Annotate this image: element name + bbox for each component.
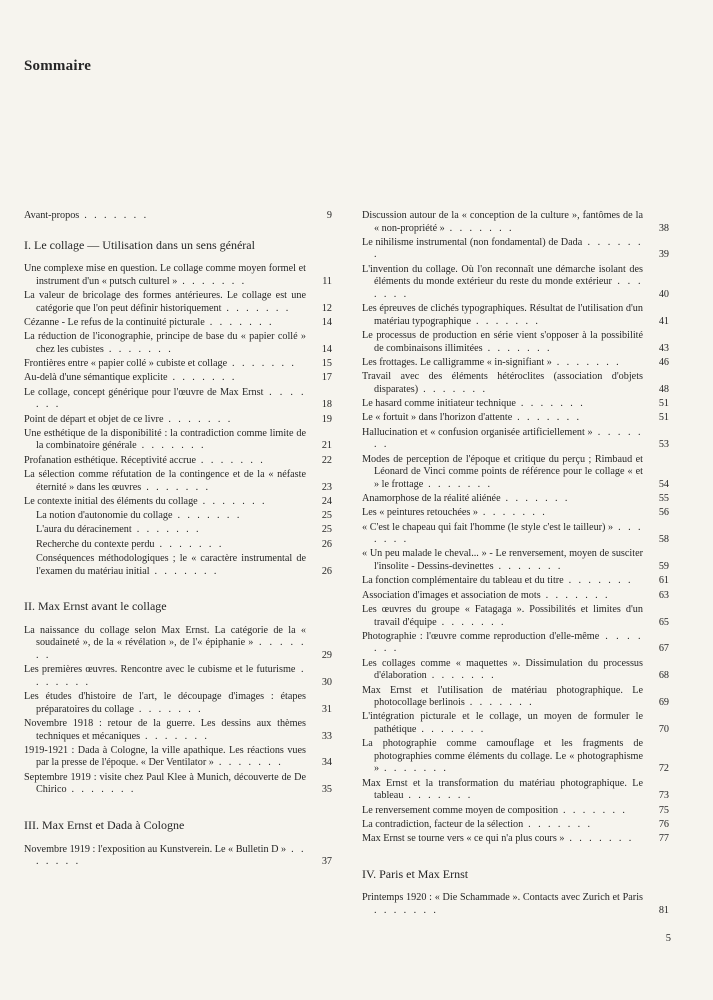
toc-entry-text: Les « peintures retouchées » . . . . . . . bbox=[362, 507, 548, 519]
toc-entry-page: 70 bbox=[658, 724, 669, 735]
toc-entry bbox=[24, 496, 332, 509]
dot-leader: . . . . . . . bbox=[36, 843, 307, 868]
dot-leader: . . . . . . . bbox=[426, 670, 497, 682]
dot-leader: . . . . . . . bbox=[464, 697, 535, 709]
toc-entry-page: 14 bbox=[321, 316, 332, 328]
dot-leader: . . . . . . . bbox=[177, 275, 247, 287]
toc-entry-text: Conséquences méthodologiques ; le « caractère instrumental de l'examen du matériau initial . . . . . . . bbox=[36, 552, 306, 577]
toc-entry bbox=[24, 510, 332, 523]
toc-entry-text: La contradiction, facteur de la sélection . . . . . . . bbox=[362, 818, 593, 830]
toc-entry-text: Une esthétique de la disponibilité : la contradiction comme limite de la combinatoire générale . . . . . . . bbox=[24, 427, 306, 452]
toc-entry-page: 77 bbox=[658, 833, 669, 845]
toc-entry-page: 61 bbox=[658, 575, 669, 587]
dot-leader: . . . . . . . bbox=[493, 561, 563, 573]
toc-entry-text: Le contexte initial des éléments du collage . . . . . . . bbox=[24, 495, 267, 507]
toc-entry bbox=[24, 539, 332, 552]
toc-entry bbox=[24, 428, 332, 453]
toc-entry bbox=[24, 745, 332, 770]
toc-entry bbox=[24, 331, 332, 356]
page-number: 5 bbox=[665, 933, 671, 944]
toc-entry-page: 24 bbox=[321, 495, 332, 507]
toc-entry-text: Max Ernst se tourne vers « ce qui n'a plus cours » . . . . . . . bbox=[362, 833, 634, 845]
toc-entry-page: 25 bbox=[321, 524, 332, 536]
toc-entry bbox=[362, 210, 669, 235]
toc-entry-page: 19 bbox=[321, 413, 332, 425]
dot-leader: . . . . . . . bbox=[482, 342, 552, 354]
dot-leader: . . . . . . . bbox=[213, 757, 284, 769]
toc-entry-text: Les études d'histoire de l'art, le découpage d'images : étapes préparatoires du collage . . . . . . . bbox=[24, 691, 306, 715]
toc-entry bbox=[24, 469, 332, 494]
toc-entry-page: 23 bbox=[321, 481, 332, 493]
toc-entry-page: 81 bbox=[658, 904, 669, 916]
toc-entry-page: 75 bbox=[658, 804, 669, 816]
toc-entry-text: Avant-propos . . . . . . . bbox=[24, 210, 149, 221]
toc-entry-text: Les premières œuvres. Rencontre avec le cubisme et le futurisme . . . . . . . bbox=[24, 664, 306, 688]
toc-entry bbox=[362, 604, 669, 629]
toc-entry bbox=[24, 290, 332, 315]
toc-entry-text: Le collage, concept générique pour l'œuvre de Max Ernst . . . . . . . bbox=[24, 386, 306, 411]
toc-entry bbox=[24, 772, 332, 797]
toc-entry-page: 9 bbox=[326, 210, 332, 221]
dot-leader: . . . . . . . bbox=[500, 493, 570, 505]
toc-entry bbox=[362, 711, 669, 736]
toc-entry bbox=[362, 522, 669, 547]
toc-entry bbox=[24, 553, 332, 578]
toc-entry-text: La valeur de bricolage des formes antérieures. Le collage est une catégorie que l'on peut définir historiquement . . . . . . . bbox=[24, 290, 306, 314]
dot-leader: . . . . . . . bbox=[374, 426, 644, 451]
toc-entry bbox=[24, 372, 332, 385]
toc-entry-page: 22 bbox=[321, 454, 332, 466]
toc-entry bbox=[362, 819, 669, 832]
toc-entry-page: 58 bbox=[658, 534, 669, 546]
toc-entry-page: 76 bbox=[658, 818, 669, 830]
dot-leader: . . . . . . . bbox=[66, 784, 136, 796]
toc-entry-text: Au-delà d'une sémantique explicite . . . . . . . bbox=[24, 372, 237, 384]
toc-entry-text: Le processus de production en série vient s'opposer à la possibilité de combinaisons illimitées . . . . . . . bbox=[362, 330, 643, 354]
toc-entry-page: 46 bbox=[658, 356, 669, 368]
dot-leader: . . . . . . . bbox=[563, 575, 633, 587]
toc-entry bbox=[362, 264, 669, 302]
toc-entry bbox=[362, 412, 669, 425]
toc-left-column bbox=[24, 210, 332, 870]
toc-entry-page: 51 bbox=[658, 412, 669, 424]
dot-leader: . . . . . . . bbox=[133, 703, 204, 715]
dot-leader: . . . . . . . bbox=[197, 495, 267, 507]
toc-entry-text: Novembre 1918 : retour de la guerre. Les dessins aux thèmes techniques et mécaniques . . . . . . . bbox=[24, 717, 306, 742]
toc-entry-text: Septembre 1919 : visite chez Paul Klee à Munich, découverte de De Chirico . . . . . . . bbox=[24, 771, 306, 796]
toc-entry-page: 15 bbox=[321, 358, 332, 370]
dot-leader: . . . . . . . bbox=[374, 904, 439, 916]
toc-entry-page: 73 bbox=[658, 790, 669, 802]
toc-entry bbox=[362, 237, 669, 262]
dot-leader: . . . . . . . bbox=[379, 763, 449, 775]
toc-entry-page: 54 bbox=[658, 478, 669, 490]
toc-entry-page: 51 bbox=[658, 398, 669, 410]
toc-entry-page: 29 bbox=[321, 649, 332, 661]
section-heading: II. Max Ernst avant le collage bbox=[24, 599, 167, 614]
section-heading: III. Max Ernst et Dada à Cologne bbox=[24, 817, 185, 832]
dot-leader: . . . . . . . bbox=[140, 730, 210, 742]
toc-entry-text: La notion d'autonomie du collage . . . . . . . bbox=[36, 510, 242, 522]
toc-entry bbox=[362, 493, 669, 506]
toc-entry bbox=[24, 844, 332, 869]
toc-entry bbox=[362, 778, 669, 803]
toc-entry-text: Frontières entre « papier collé » cubiste et collage . . . . . . . bbox=[24, 358, 297, 370]
toc-entry-text: Le renversement comme moyen de composition . . . . . . . bbox=[362, 804, 628, 816]
toc-right-column bbox=[362, 210, 669, 919]
toc-entry-text: La sélection comme réfutation de la contingence et de la « néfaste éternité » dans les œuvres . . . . . . . bbox=[24, 468, 306, 493]
dot-leader: . . . . . . . bbox=[141, 481, 211, 493]
toc-section-1-list bbox=[24, 263, 332, 578]
toc-entry-text: Les œuvres du groupe « Fatagaga ». Possibilités et limites d'un travail d'équipe . . . . . . . bbox=[362, 603, 643, 628]
dot-leader: . . . . . . . bbox=[436, 616, 506, 628]
toc-entry-page: 35 bbox=[321, 784, 332, 796]
toc-entry-text: Profanation esthétique. Réceptivité accrue . . . . . . . bbox=[24, 454, 266, 466]
toc-entry bbox=[362, 398, 669, 411]
toc-entry-text: 1919-1921 : Dada à Cologne, la ville apathique. Les réactions vues par la presse de l'époque. « Der Ventilator » . . . . . . . bbox=[24, 744, 306, 769]
toc-entry bbox=[24, 625, 332, 663]
toc-entry-page: 69 bbox=[658, 697, 669, 709]
toc-entry bbox=[24, 263, 332, 288]
toc-entry-text: Anamorphose de la réalité aliénée . . . . . . . bbox=[362, 493, 570, 505]
dot-leader: . . . . . . . bbox=[423, 478, 493, 490]
dot-leader: . . . . . . . bbox=[163, 413, 233, 425]
toc-entry-page: 38 bbox=[658, 222, 669, 234]
toc-entry-text: L'invention du collage. Où l'on reconnaît une démarche isolant des éléments du monde extérieur du reste du monde extérieur . . . . . . . bbox=[362, 263, 643, 300]
toc-entry-page: 56 bbox=[658, 507, 669, 519]
dot-leader: . . . . . . . bbox=[149, 565, 219, 577]
toc-entry-page: 33 bbox=[321, 730, 332, 742]
toc-entry-text: Printemps 1920 : « Die Schammade ». Contacts avec Zurich et Paris . . . . . . . bbox=[362, 892, 643, 916]
toc-entry bbox=[362, 685, 669, 710]
toc-entry-page: 55 bbox=[658, 493, 669, 505]
toc-entry-text: Le nihilisme instrumental (non fondamental) de Dada . . . . . . . bbox=[362, 236, 643, 261]
dot-leader: . . . . . . . bbox=[131, 524, 202, 536]
toc-entry-page: 48 bbox=[658, 383, 669, 395]
toc-entry-page: 12 bbox=[321, 302, 332, 314]
dot-leader: . . . . . . . bbox=[540, 589, 610, 601]
dot-leader: . . . . . . . bbox=[79, 210, 149, 221]
dot-leader: . . . . . . . bbox=[512, 412, 582, 424]
toc-entry-text: Les collages comme « maquettes ». Dissimulation du processus d'élaboration . . . . . . . bbox=[362, 657, 643, 682]
toc-entry-page: 63 bbox=[658, 589, 669, 601]
dot-leader: . . . . . . . bbox=[403, 790, 473, 802]
toc-entry-text: Novembre 1919 : l'exposition au Kunstverein. Le « Bulletin D » . . . . . . . bbox=[24, 843, 307, 868]
toc-entry-page: 17 bbox=[321, 372, 332, 384]
toc-entry bbox=[362, 330, 669, 355]
toc-entry-page: 18 bbox=[321, 399, 332, 411]
toc-entry-page: 43 bbox=[658, 342, 669, 354]
dot-leader: . . . . . . . bbox=[374, 276, 643, 300]
toc-entry-text: Point de départ et objet de ce livre . . . . . . . bbox=[24, 413, 233, 425]
page-title: Sommaire bbox=[24, 58, 92, 74]
toc-section-2-list bbox=[24, 625, 332, 797]
toc-entry bbox=[24, 414, 332, 427]
toc-entry bbox=[24, 718, 332, 743]
dot-leader: . . . . . . . bbox=[136, 440, 206, 452]
toc-entry-text: Hallucination et « confusion organisée artificiellement » . . . . . . . bbox=[362, 426, 644, 451]
toc-entry bbox=[362, 427, 669, 452]
dot-leader: . . . . . . . bbox=[416, 724, 486, 735]
toc-entry-text: L'intégration picturale et le collage, un moyen de formuler le pathétique . . . . . . . bbox=[362, 711, 643, 735]
toc-entry bbox=[362, 507, 669, 520]
section-heading: IV. Paris et Max Ernst bbox=[362, 866, 469, 881]
toc-entry bbox=[362, 631, 669, 656]
toc-entry bbox=[362, 575, 669, 588]
toc-entry-page: 30 bbox=[321, 676, 332, 688]
toc-entry-page: 11 bbox=[322, 275, 332, 287]
dot-leader: . . . . . . . bbox=[471, 315, 541, 327]
toc-entry bbox=[24, 455, 332, 468]
dot-leader: . . . . . . . bbox=[374, 630, 643, 655]
toc-entry bbox=[24, 524, 332, 537]
toc-entry bbox=[24, 317, 332, 330]
toc-entry bbox=[362, 738, 669, 776]
toc-entry-page: 26 bbox=[321, 538, 332, 550]
dot-leader: . . . . . . . bbox=[564, 833, 634, 845]
dot-leader: . . . . . . . bbox=[167, 372, 237, 384]
dot-leader: . . . . . . . bbox=[36, 637, 306, 661]
toc-entry-text: Modes de perception de l'époque et critique du perçu ; Rimbaud et Léonard de Vinci comme points de référence pour le collage « et » le frottage . . . . . . . bbox=[362, 453, 643, 490]
toc-entry bbox=[362, 805, 669, 818]
toc-entry bbox=[362, 658, 669, 683]
toc-entry-text: Les frottages. Le calligramme « in-signifiant » . . . . . . . bbox=[362, 356, 622, 368]
toc-entry-page: 34 bbox=[321, 757, 332, 769]
toc-entry bbox=[362, 357, 669, 370]
toc-entry-text: Cézanne - Le refus de la continuité picturale . . . . . . . bbox=[24, 316, 275, 328]
section-heading: I. Le collage — Utilisation dans un sens général bbox=[24, 237, 255, 252]
toc-entry-text: Photographie : l'œuvre comme reproduction d'elle-même . . . . . . . bbox=[362, 630, 643, 655]
toc-entry bbox=[24, 358, 332, 371]
toc-entry bbox=[362, 371, 669, 396]
toc-entry-text: Le hasard comme initiateur technique . . . . . . . bbox=[362, 398, 586, 410]
toc-entry-page: 68 bbox=[658, 670, 669, 682]
toc-entry-page: 41 bbox=[658, 315, 669, 327]
dot-leader: . . . . . . . bbox=[36, 386, 306, 411]
dot-leader: . . . . . . . bbox=[523, 818, 593, 830]
dot-leader: . . . . . . . bbox=[515, 398, 586, 410]
toc-entry-text: Une complexe mise en question. Le collage comme moyen formel et instrument d'un « putsch culturel » . . . . . . . bbox=[24, 263, 306, 287]
toc-entry bbox=[362, 454, 669, 492]
dot-leader: . . . . . . . bbox=[558, 804, 628, 816]
toc-entry-text: Le « fortuit » dans l'horizon d'attente . . . . . . . bbox=[362, 412, 582, 424]
toc-entry-text: Recherche du contexte perdu . . . . . . . bbox=[36, 538, 224, 550]
toc-entry-page: 40 bbox=[658, 288, 669, 300]
toc-entry-page: 21 bbox=[321, 440, 332, 452]
toc-section-3-list bbox=[24, 844, 332, 869]
toc-entry-page: 53 bbox=[658, 439, 669, 451]
toc-entry-text: L'aura du déracinement . . . . . . . bbox=[36, 524, 202, 536]
toc-entry-text: Max Ernst et la transformation du matériau photographique. Le tableau . . . . . . . bbox=[362, 777, 643, 802]
dot-leader: . . . . . . . bbox=[204, 316, 275, 328]
toc-entry-page: 25 bbox=[321, 510, 332, 522]
dot-leader: . . . . . . . bbox=[444, 222, 514, 234]
dot-leader: . . . . . . . bbox=[374, 236, 643, 261]
dot-leader: . . . . . . . bbox=[36, 664, 306, 688]
toc-right-list bbox=[362, 210, 669, 846]
dot-leader: . . . . . . . bbox=[227, 358, 297, 370]
toc-entry-page: 37 bbox=[321, 856, 332, 868]
toc-entry-page: 26 bbox=[321, 565, 332, 577]
toc-entry bbox=[24, 691, 332, 716]
toc-entry-text: Travail avec des éléments hétéroclites (association d'objets disparates) . . . . . . . bbox=[362, 371, 643, 395]
toc-entry-text: Max Ernst et l'utilisation de matériau photographique. Le photocollage berlinois . . . . . . . bbox=[362, 684, 643, 709]
toc-entry-text: Discussion autour de la « conception de la culture », fantômes de la « non-propriété » . . . . . . . bbox=[362, 210, 643, 234]
dot-leader: . . . . . . . bbox=[477, 507, 548, 519]
toc-entry bbox=[362, 303, 669, 328]
toc-entry-page: 31 bbox=[321, 703, 332, 715]
dot-leader: . . . . . . . bbox=[374, 521, 643, 546]
toc-entry-text: « C'est le chapeau qui fait l'homme (le style c'est le tailleur) » . . . . . . . bbox=[362, 521, 643, 546]
toc-entry-page: 67 bbox=[658, 643, 669, 655]
toc-entry bbox=[362, 590, 669, 603]
toc-entry-text: La naissance du collage selon Max Ernst. La catégorie de la « soudaineté », de la « révélation », de l'« épiphanie » . . . . . . . bbox=[24, 624, 306, 661]
toc-entry-text: La réduction de l'iconographie, principe de base du « papier collé » chez les cubistes . . . . . . . bbox=[24, 331, 306, 355]
toc-entry bbox=[24, 387, 332, 412]
toc-entry-text: La photographie comme camouflage et les fragments de photographies comme éléments du collage. Le « photographisme » . . . . . . . bbox=[362, 738, 643, 775]
toc-entry bbox=[362, 892, 669, 917]
toc-entry-text: Les épreuves de clichés typographiques. Résultat de l'utilisation d'un matériau typographique . . . . . . . bbox=[362, 303, 643, 327]
dot-leader: . . . . . . . bbox=[103, 343, 174, 355]
toc-entry-page: 39 bbox=[658, 249, 669, 261]
toc-entry-text: La fonction complémentaire du tableau et du titre . . . . . . . bbox=[362, 575, 633, 587]
dot-leader: . . . . . . . bbox=[221, 302, 291, 314]
toc-entry-text: « Un peu malade le cheval... » - Le renversement, moyen de susciter l'insolite - Dessins-devinettes . . . . . . . bbox=[362, 548, 643, 573]
dot-leader: . . . . . . . bbox=[154, 538, 224, 550]
toc-entry bbox=[24, 210, 332, 223]
toc-entry bbox=[362, 548, 669, 573]
toc-entry-page: 14 bbox=[321, 343, 332, 355]
toc-entry-page: 59 bbox=[658, 561, 669, 573]
toc-entry-page: 65 bbox=[658, 616, 669, 628]
toc-section-4-list bbox=[362, 892, 669, 917]
dot-leader: . . . . . . . bbox=[551, 356, 622, 368]
dot-leader: . . . . . . . bbox=[172, 510, 242, 522]
dot-leader: . . . . . . . bbox=[418, 383, 488, 395]
dot-leader: . . . . . . . bbox=[195, 454, 266, 466]
toc-entry bbox=[24, 664, 332, 689]
toc-entry-page: 72 bbox=[658, 763, 669, 775]
toc-entry bbox=[362, 833, 669, 846]
toc-entry-text: Association d'images et association de mots . . . . . . . bbox=[362, 589, 610, 601]
